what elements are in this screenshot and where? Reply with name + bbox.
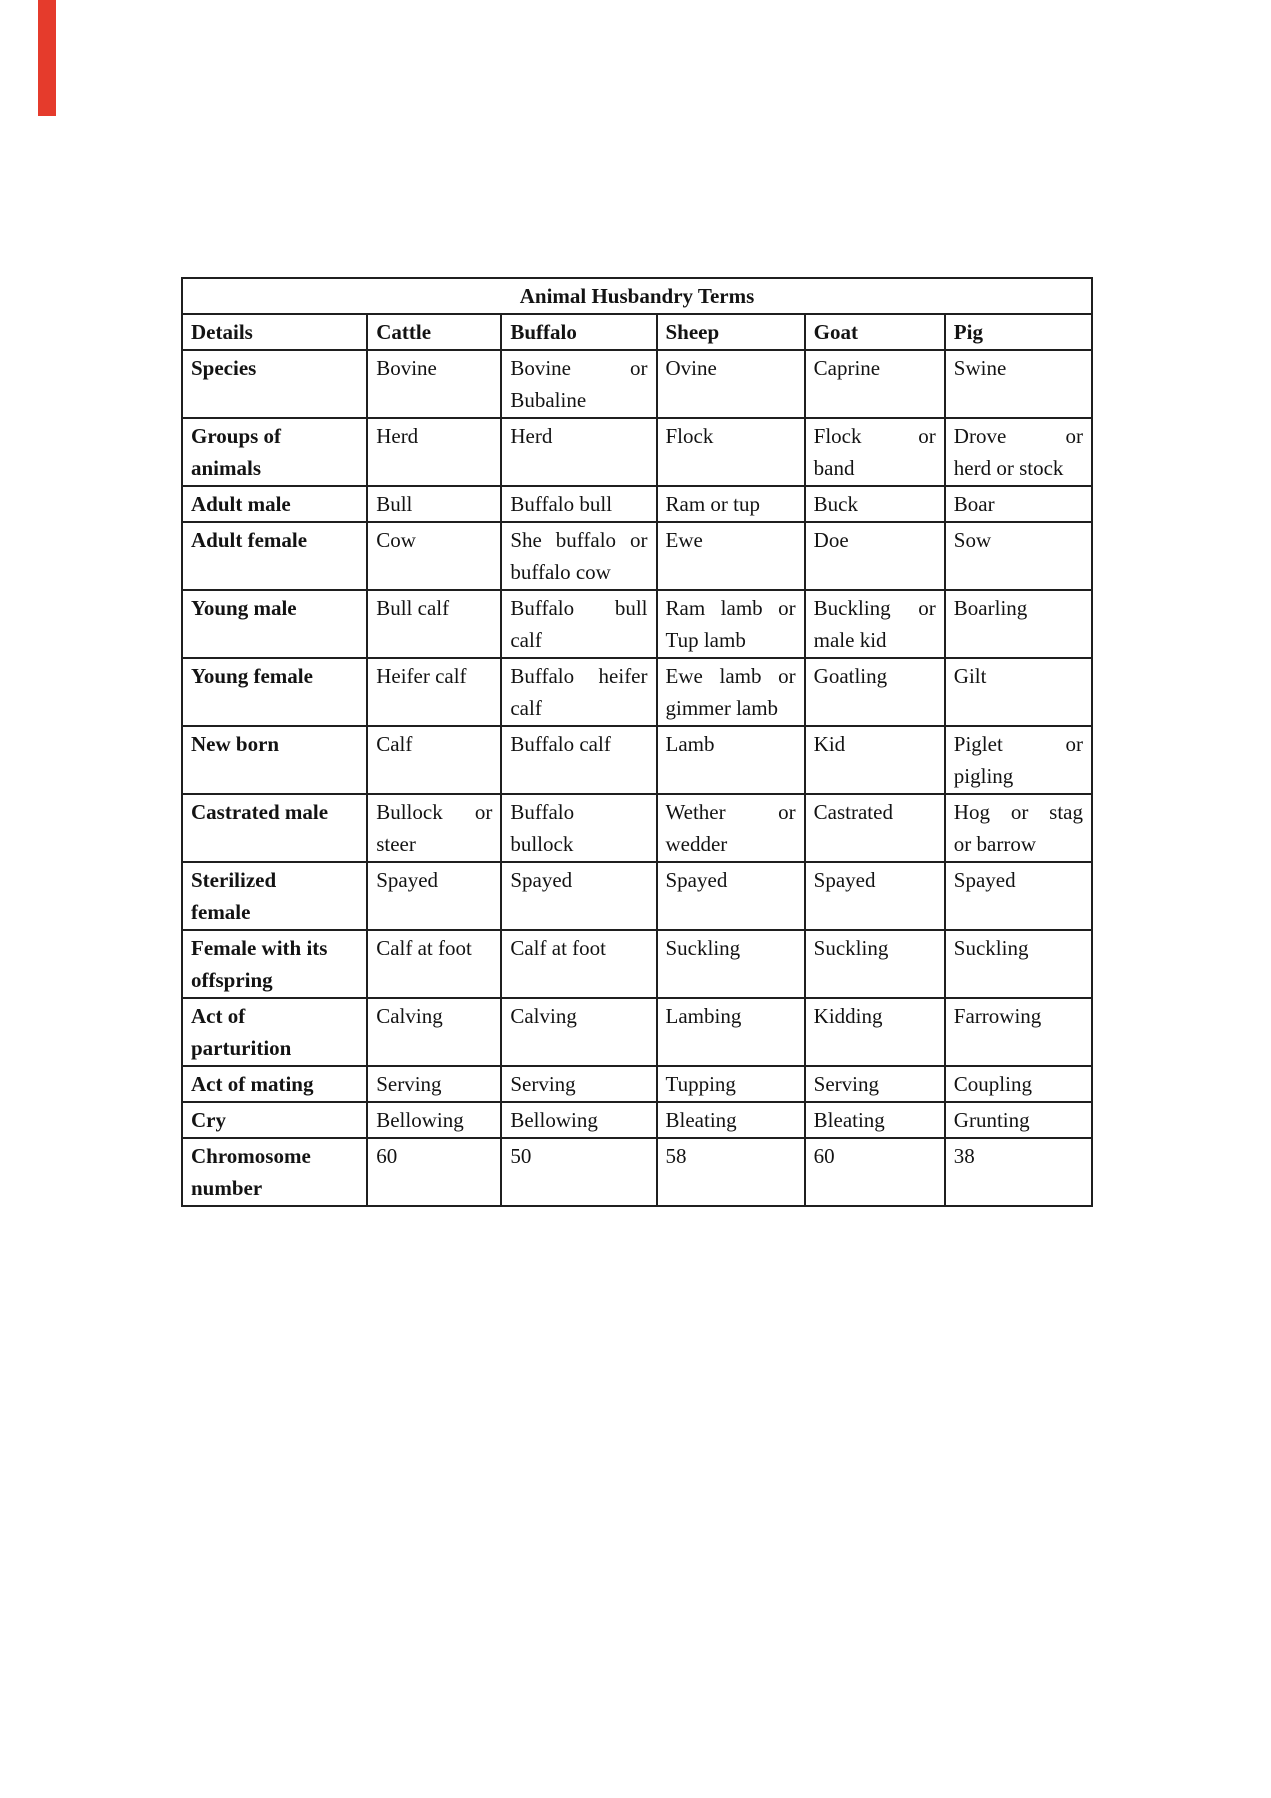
table-cell xyxy=(945,418,1092,486)
table-cell-line: or barrow xyxy=(953,832,1037,856)
table-cell-line: Sow xyxy=(953,528,992,552)
table-row xyxy=(182,998,1092,1066)
table-cell xyxy=(657,1066,805,1102)
table-cell-line: Hog or stag xyxy=(953,800,1083,824)
table-cell xyxy=(367,998,501,1066)
table-cell-line: Caprine xyxy=(813,356,881,380)
table-cell xyxy=(367,486,501,522)
table-cell-line: Ewe xyxy=(665,528,703,552)
row-label xyxy=(182,350,367,418)
table-cell-line: 60 xyxy=(376,1144,398,1168)
table-cell xyxy=(805,1102,945,1138)
table-cell-line: Serving xyxy=(376,1072,442,1096)
table-cell xyxy=(945,590,1092,658)
table-cell-line: Bovine xyxy=(376,356,437,380)
table-cell-line: Spayed xyxy=(376,868,439,892)
table-cell xyxy=(501,658,656,726)
table-row xyxy=(182,930,1092,998)
row-label xyxy=(182,862,367,930)
table-cell-line: Goatling xyxy=(813,664,888,688)
table-cell xyxy=(657,486,805,522)
table-cell xyxy=(657,522,805,590)
row-label-line: offspring xyxy=(191,968,273,992)
table-cell-line: male kid xyxy=(813,628,887,652)
table-cell-line: Ewe lamb or xyxy=(665,664,796,688)
table-cell xyxy=(805,418,945,486)
table-cell xyxy=(367,930,501,998)
column-header: Buffalo xyxy=(501,314,656,350)
table-cell-line: Bubaline xyxy=(510,388,587,412)
table-cell xyxy=(501,726,656,794)
table-row xyxy=(182,794,1092,862)
row-label-line: female xyxy=(191,900,251,924)
column-header: Pig xyxy=(945,314,1092,350)
table-cell xyxy=(657,726,805,794)
table-cell xyxy=(501,1138,656,1206)
table-cell-line: Buffalo bull xyxy=(510,492,613,516)
table-cell xyxy=(657,794,805,862)
table-cell-line: Spayed xyxy=(813,868,876,892)
table-cell xyxy=(945,794,1092,862)
table-cell xyxy=(805,1138,945,1206)
table-cell-line: Ram lamb or xyxy=(665,596,796,620)
table-cell-line: Swine xyxy=(953,356,1007,380)
row-label xyxy=(182,486,367,522)
table-cell xyxy=(657,1138,805,1206)
table-row xyxy=(182,486,1092,522)
table-cell-line: Bull xyxy=(376,492,413,516)
table-cell-line: Spayed xyxy=(665,868,728,892)
table-cell-line: band xyxy=(813,456,855,480)
row-label xyxy=(182,1102,367,1138)
row-label-line: Sterilized xyxy=(191,868,277,892)
table-cell-line: Lambing xyxy=(665,1004,742,1028)
table-cell xyxy=(945,862,1092,930)
table-row xyxy=(182,726,1092,794)
table-cell-line: Buffalo heifer xyxy=(510,664,648,688)
table-cell-line: Piglet or xyxy=(953,732,1083,756)
table-cell xyxy=(367,418,501,486)
table-cell-line: Suckling xyxy=(665,936,741,960)
table-cell-line: Flock xyxy=(665,424,714,448)
table-cell-line: Wether or xyxy=(665,800,796,824)
table-cell-line: Suckling xyxy=(953,936,1029,960)
row-label xyxy=(182,930,367,998)
table-cell-line: Ram or tup xyxy=(665,492,760,516)
table-cell-line: Boar xyxy=(953,492,995,516)
row-label xyxy=(182,418,367,486)
table-cell xyxy=(805,1066,945,1102)
table-cell-line: Calf at foot xyxy=(376,936,472,960)
row-label-line: Cry xyxy=(191,1108,226,1132)
table-cell-line: Flock or xyxy=(813,424,936,448)
table-row xyxy=(182,658,1092,726)
row-label-line: Species xyxy=(191,356,257,380)
row-label xyxy=(182,998,367,1066)
row-label-line: Groups of xyxy=(191,424,282,448)
table-cell xyxy=(367,726,501,794)
table-cell xyxy=(501,418,656,486)
table-cell-line: Buffalo bull xyxy=(510,596,648,620)
table-cell-line: Grunting xyxy=(953,1108,1030,1132)
table-cell-line: Calf xyxy=(376,732,413,756)
row-label xyxy=(182,522,367,590)
table-cell xyxy=(367,350,501,418)
table-cell xyxy=(805,522,945,590)
table-cell-line: herd or stock xyxy=(953,456,1064,480)
table-cell-line: Farrowing xyxy=(953,1004,1042,1028)
table-cell xyxy=(501,1102,656,1138)
table-cell xyxy=(945,1102,1092,1138)
column-header: Cattle xyxy=(367,314,501,350)
table-cell xyxy=(657,1102,805,1138)
table-cell xyxy=(945,930,1092,998)
table-cell xyxy=(501,930,656,998)
table-header-row xyxy=(182,314,1092,350)
table-cell-line: Drove or xyxy=(953,424,1083,448)
table-cell xyxy=(367,658,501,726)
table-row xyxy=(182,418,1092,486)
table-title-row xyxy=(182,278,1092,314)
animal-husbandry-table xyxy=(181,277,1093,1207)
table-cell xyxy=(945,1138,1092,1206)
table-cell-line: Calving xyxy=(510,1004,577,1028)
table-row xyxy=(182,590,1092,658)
table-cell-line: Ovine xyxy=(665,356,717,380)
table-cell xyxy=(945,1066,1092,1102)
column-header: Sheep xyxy=(657,314,805,350)
table-cell-line: calf xyxy=(510,628,542,652)
table-cell-line: Serving xyxy=(813,1072,879,1096)
table-cell xyxy=(657,998,805,1066)
table-cell-line: wedder xyxy=(665,832,728,856)
table-cell-line: Calf at foot xyxy=(510,936,606,960)
row-label xyxy=(182,1066,367,1102)
table-cell-line: Serving xyxy=(510,1072,576,1096)
row-label-line: Young male xyxy=(191,596,297,620)
table-cell xyxy=(501,590,656,658)
row-label xyxy=(182,726,367,794)
table-cell-line: Doe xyxy=(813,528,849,552)
table-cell xyxy=(501,522,656,590)
row-label xyxy=(182,658,367,726)
table-cell xyxy=(501,350,656,418)
table-cell xyxy=(657,350,805,418)
table-cell-line: Bleating xyxy=(813,1108,885,1132)
table-cell xyxy=(501,862,656,930)
table-cell-line: 50 xyxy=(510,1144,532,1168)
table-cell xyxy=(805,486,945,522)
table-cell-line: Bull calf xyxy=(376,596,450,620)
row-label-line: Act of mating xyxy=(191,1072,314,1096)
table-cell-line: Coupling xyxy=(953,1072,1032,1096)
table-cell xyxy=(657,658,805,726)
table-cell-line: Castrated xyxy=(813,800,893,824)
table-cell-line: Spayed xyxy=(953,868,1016,892)
column-header: Details xyxy=(182,314,367,350)
row-label-line: parturition xyxy=(191,1036,292,1060)
table-cell xyxy=(367,1066,501,1102)
table-cell-line: Buffalo calf xyxy=(510,732,611,756)
table-cell xyxy=(805,998,945,1066)
table-row xyxy=(182,522,1092,590)
table-row xyxy=(182,1138,1092,1206)
table-cell xyxy=(367,1102,501,1138)
table-cell xyxy=(805,794,945,862)
table-cell xyxy=(367,1138,501,1206)
row-label-line: animals xyxy=(191,456,262,480)
row-label-line: Adult male xyxy=(191,492,291,516)
table-cell-line: Lamb xyxy=(665,732,715,756)
table-cell-line: Tupping xyxy=(665,1072,736,1096)
table-cell xyxy=(501,794,656,862)
table-cell-line: Heifer calf xyxy=(376,664,467,688)
table-cell-line: Bovine or xyxy=(510,356,648,380)
table-cell xyxy=(945,998,1092,1066)
row-label-line: Castrated male xyxy=(191,800,329,824)
table-cell xyxy=(805,658,945,726)
table-cell-line: steer xyxy=(376,832,416,856)
table-cell-line: Boarling xyxy=(953,596,1028,620)
table-cell xyxy=(657,930,805,998)
table-cell xyxy=(945,726,1092,794)
table-row xyxy=(182,1102,1092,1138)
red-edge-marker xyxy=(38,0,56,116)
row-label-line: Chromosome xyxy=(191,1144,311,1168)
table-cell xyxy=(805,350,945,418)
table-cell xyxy=(501,1066,656,1102)
table-row xyxy=(182,1066,1092,1102)
table-cell xyxy=(945,350,1092,418)
table-cell-line: pigling xyxy=(953,764,1014,788)
table-cell xyxy=(501,486,656,522)
row-label-line: Act of xyxy=(191,1004,246,1028)
table-cell xyxy=(367,522,501,590)
table-cell xyxy=(367,590,501,658)
table-cell-line: calf xyxy=(510,696,542,720)
table-cell-line: Buffalo xyxy=(510,800,575,824)
table-cell-line: Spayed xyxy=(510,868,573,892)
table-cell-line: Herd xyxy=(376,424,419,448)
table-cell-line: Bellowing xyxy=(510,1108,598,1132)
table-cell xyxy=(945,522,1092,590)
table-cell xyxy=(945,658,1092,726)
table-cell-line: Bellowing xyxy=(376,1108,464,1132)
row-label-line: New born xyxy=(191,732,280,756)
table-cell-line: Suckling xyxy=(813,936,889,960)
table-cell-line: Herd xyxy=(510,424,553,448)
table-cell-line: Bleating xyxy=(665,1108,737,1132)
column-header: Goat xyxy=(805,314,945,350)
table-cell xyxy=(805,930,945,998)
table-cell-line: bullock xyxy=(510,832,574,856)
table-cell-line: 38 xyxy=(953,1144,975,1168)
table-cell-line: 60 xyxy=(813,1144,835,1168)
table-cell-line: buffalo cow xyxy=(510,560,611,584)
table-cell xyxy=(805,726,945,794)
table-cell xyxy=(367,862,501,930)
table-cell-line: Buckling or xyxy=(813,596,936,620)
table-cell-line: Buck xyxy=(813,492,858,516)
table-cell-line: Calving xyxy=(376,1004,443,1028)
table-cell-line: She buffalo or xyxy=(510,528,648,552)
table-cell-line: Cow xyxy=(376,528,416,552)
table-cell xyxy=(501,998,656,1066)
table-cell xyxy=(805,862,945,930)
table-cell xyxy=(945,486,1092,522)
row-label-line: Young female xyxy=(191,664,313,688)
row-label xyxy=(182,1138,367,1206)
table-cell xyxy=(367,794,501,862)
table-cell xyxy=(657,418,805,486)
row-label xyxy=(182,590,367,658)
table-cell-line: Kid xyxy=(813,732,846,756)
table-row xyxy=(182,350,1092,418)
table-cell-line: Kidding xyxy=(813,1004,883,1028)
table-cell-line: Tup lamb xyxy=(665,628,746,652)
table-title: Animal Husbandry Terms xyxy=(182,278,1092,314)
row-label xyxy=(182,794,367,862)
table-row xyxy=(182,862,1092,930)
row-label-line: Female with its xyxy=(191,936,328,960)
table-cell-line: gimmer lamb xyxy=(665,696,779,720)
table-cell xyxy=(805,590,945,658)
row-label-line: Adult female xyxy=(191,528,308,552)
table-cell-line: Gilt xyxy=(953,664,987,688)
table-cell xyxy=(657,862,805,930)
row-label-line: number xyxy=(191,1176,263,1200)
table-cell-line: 58 xyxy=(665,1144,687,1168)
table-cell xyxy=(657,590,805,658)
table-cell-line: Bullock or xyxy=(376,800,493,824)
